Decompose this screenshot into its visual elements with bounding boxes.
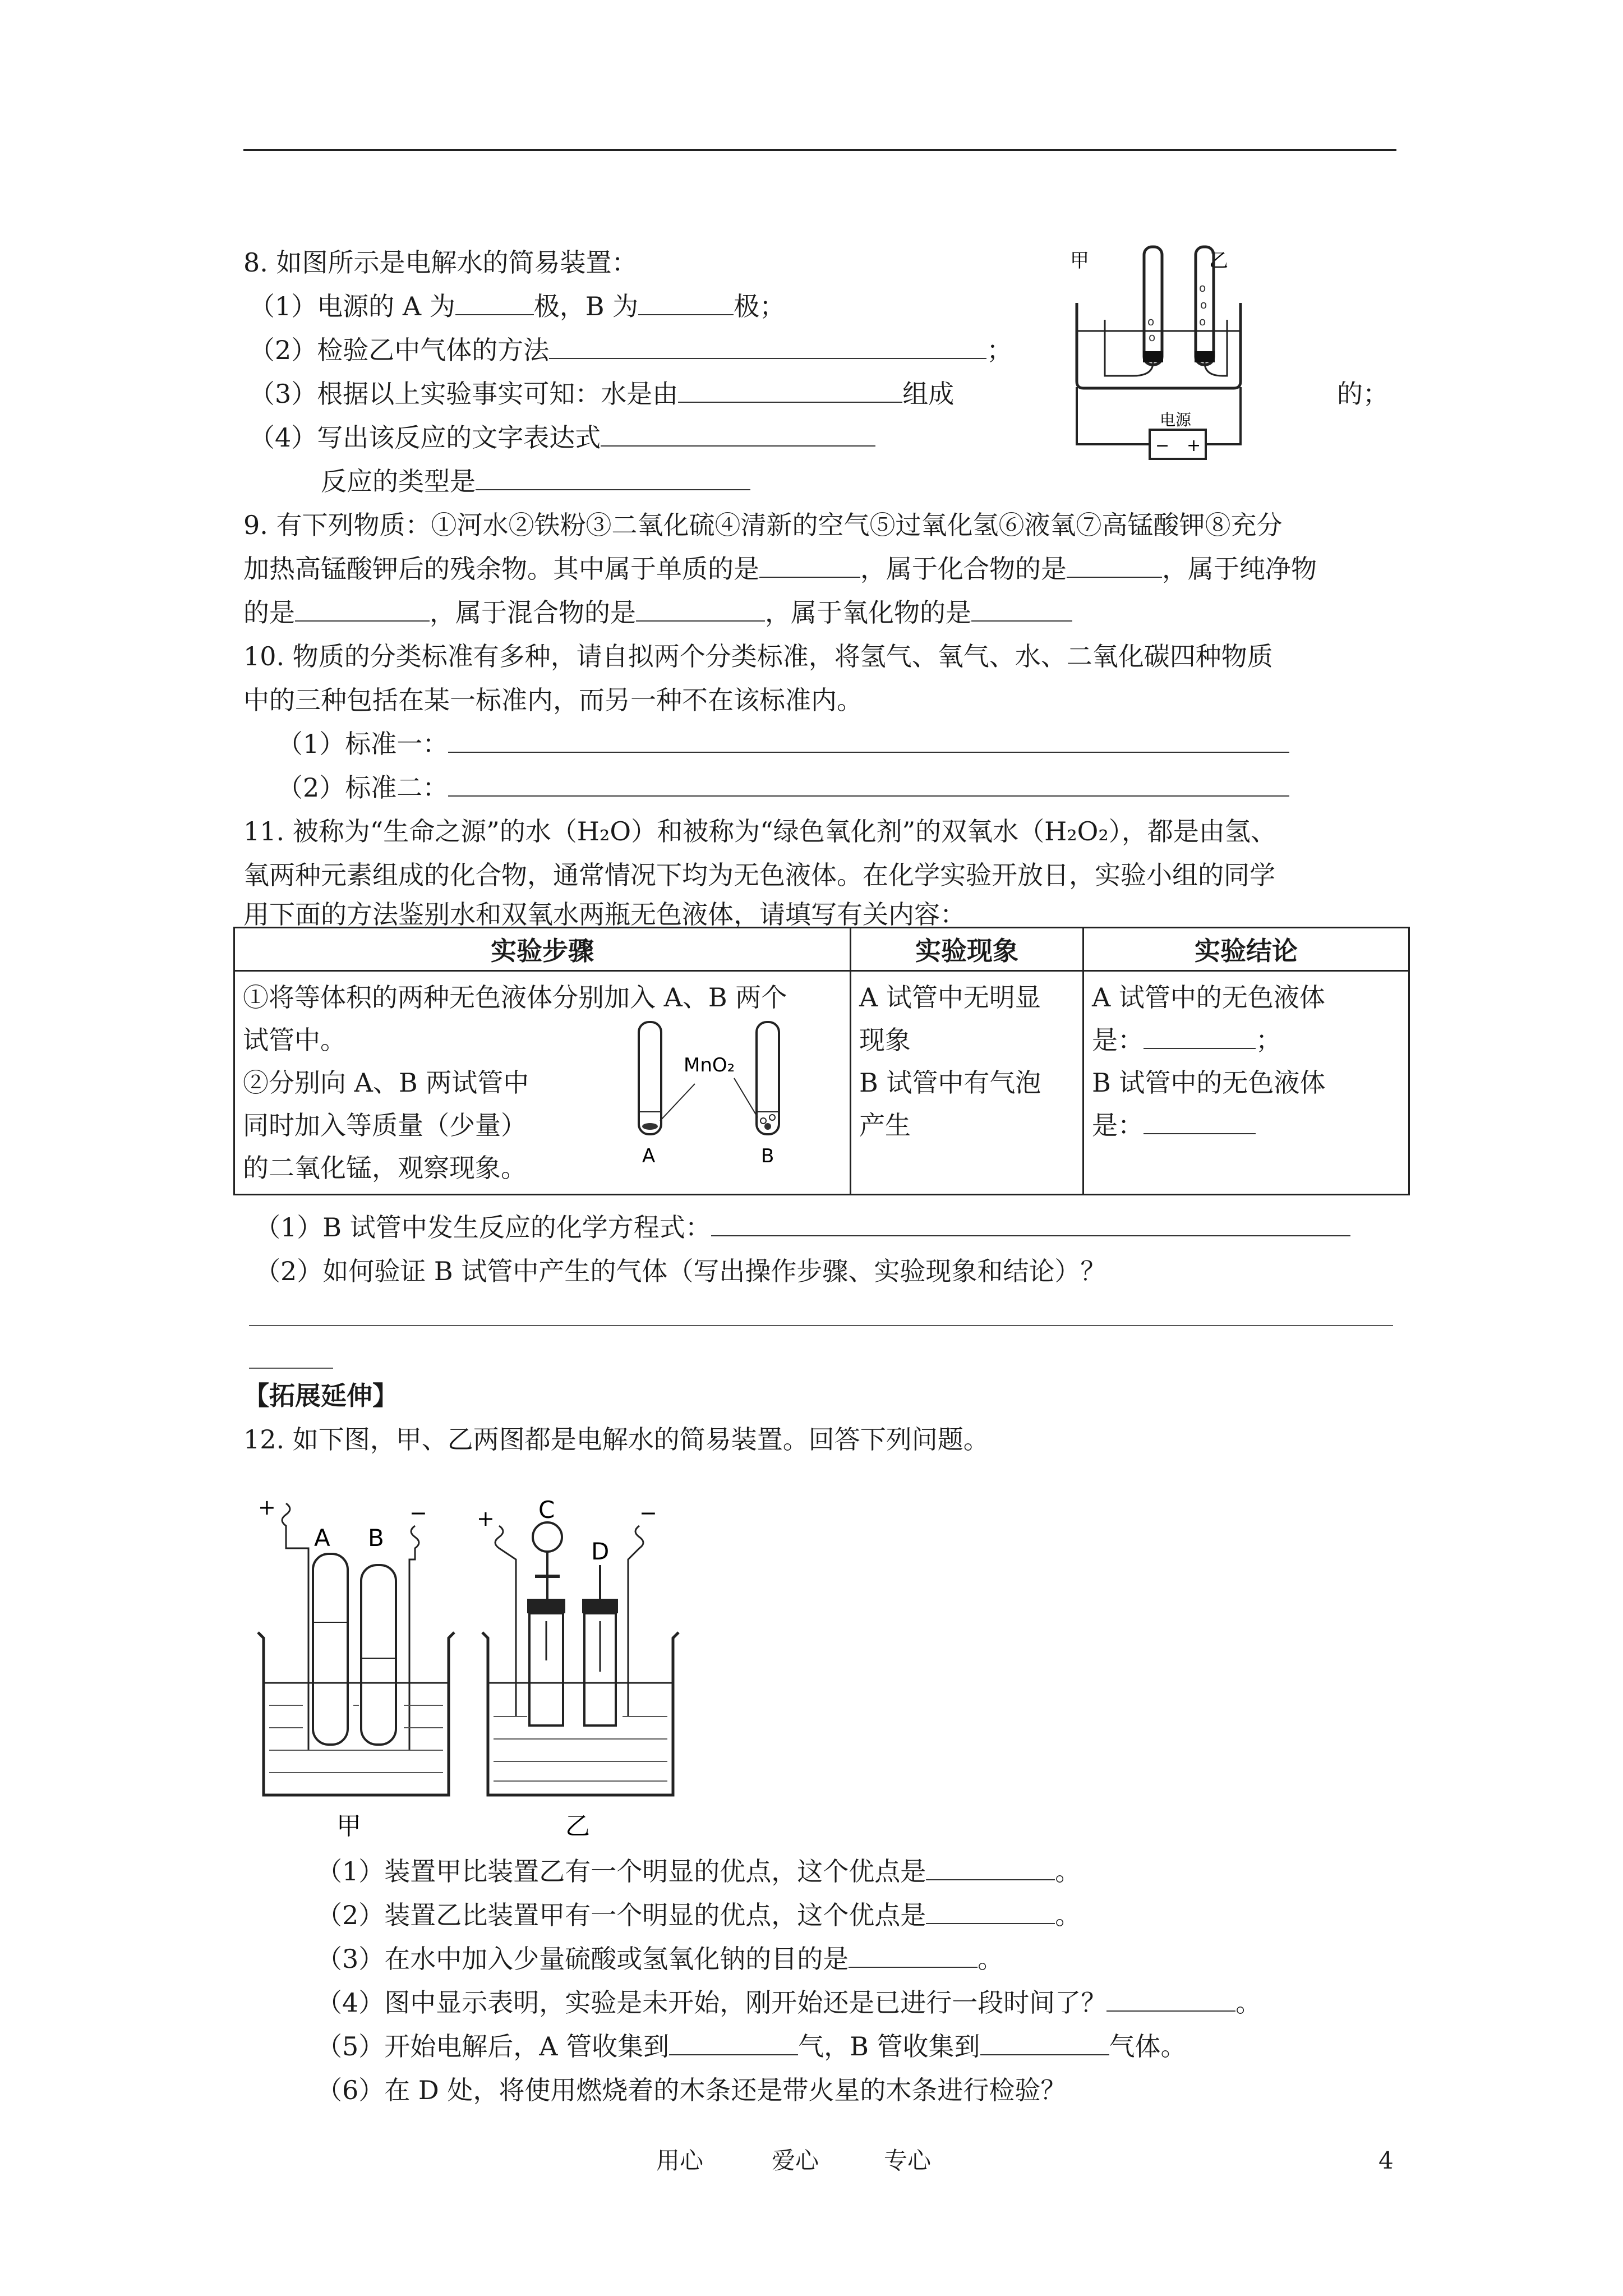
- q8-part3-end: 的；: [1337, 379, 1389, 409]
- section-extension-heading: 【拓展延伸】: [243, 1381, 398, 1411]
- electrolysis-figures-jia-yi: [247, 1492, 695, 1840]
- q12-blank-5a[interactable]: [669, 2032, 798, 2055]
- experiment-table: [233, 927, 1410, 1195]
- jia-minus-sign: −: [409, 1501, 427, 1525]
- q9-blank-oxide[interactable]: [971, 598, 1072, 622]
- q10-line1: 10. 物质的分类标准有多种，请自拟两个分类标准，将氢气、氧气、水、二氧化碳四种物质: [243, 641, 1273, 671]
- conclusion-blank-a[interactable]: [1144, 1025, 1256, 1049]
- footer-motto-3: 专心: [884, 2147, 932, 2174]
- yi-minus-sign: −: [639, 1501, 657, 1525]
- q9-line2: 加热高锰酸钾后的残余物。其中属于单质的是 ，属于化合物的是 ，属于纯净物: [243, 554, 1317, 584]
- figure-label-yi: 乙: [565, 1812, 590, 1840]
- q12-blank-3[interactable]: [849, 1944, 978, 1968]
- q8-blank-b[interactable]: [638, 292, 734, 315]
- q11-blank-equation[interactable]: [711, 1213, 1350, 1236]
- valve-c-label: C: [538, 1496, 555, 1524]
- electrolysis-apparatus-figure: [1066, 241, 1251, 477]
- q12-sub5: （5）开始电解后，A 管收集到 气，B 管收集到 气体。: [316, 2031, 1187, 2062]
- q11-answer-line-short[interactable]: [249, 1368, 333, 1369]
- jia-tube-a: [313, 1554, 348, 1745]
- tube-b-label: B: [368, 1524, 384, 1552]
- q10-blank-standard2[interactable]: [448, 773, 1289, 797]
- q8-blank-expression[interactable]: [601, 423, 875, 447]
- table-header-row: [234, 928, 1409, 971]
- q9-blank-mixture[interactable]: [636, 598, 765, 622]
- q10-standard1: （1）标准一：: [277, 727, 1289, 761]
- header-phenomenon: 实验现象: [851, 928, 1083, 971]
- yi-beaker: [482, 1632, 679, 1795]
- page-number: 4: [1378, 2147, 1394, 2174]
- jia-beaker: [258, 1632, 454, 1795]
- header-step: 实验步骤: [234, 928, 851, 971]
- q11-sub1: （1）B 试管中发生反应的化学方程式：: [255, 1211, 1350, 1244]
- cell-conclusion: A 试管中的无色液体 是： ； B 试管中的无色液体 是：: [1083, 971, 1409, 1195]
- q9-line3: 的是 ，属于混合物的是 ，属于氧化物的是: [243, 596, 1072, 629]
- q12-blank-4[interactable]: [1106, 1988, 1235, 2012]
- q8-blank-type[interactable]: [476, 467, 750, 490]
- tube-jia: [1144, 247, 1162, 365]
- q12-sub1: （1）装置甲比装置乙有一个明显的优点，这个优点是 。: [316, 1856, 1081, 1887]
- cell-step: ①将等体积的两种无色液体分别加入 A、B 两个 试管中。 ②分别向 A、B 两试管中 同时加入等质量（少量） 的二氧化锰，观察现象。 MnO₂ A B: [234, 971, 851, 1195]
- header-conclusion: 实验结论: [1083, 928, 1409, 971]
- q8-part1: （1）电源的 A 为 极，B 为 极；: [249, 291, 786, 321]
- q11-line3: 用下面的方法鉴别水和双氧水两瓶无色液体，请填写有关内容：: [243, 899, 966, 930]
- q8-part4: （4）写出该反应的文字表达式: [249, 421, 875, 454]
- svg-text:o: o: [1149, 330, 1156, 344]
- q9-blank-element[interactable]: [759, 554, 860, 578]
- q12-blank-5b[interactable]: [980, 2032, 1109, 2055]
- cell-phenomenon: A 试管中无明显 现象 B 试管中有气泡 产生: [851, 971, 1083, 1195]
- q11-line2: 氧两种元素组成的化合物，通常情况下均为无色液体。在化学实验开放日，实验小组的同学: [243, 860, 1275, 890]
- footer-motto-1: 用心: [656, 2147, 704, 2174]
- q8-title: 8. 如图所示是电解水的简易装置：: [243, 247, 638, 278]
- q12-sub3: （3）在水中加入少量硫酸或氢氧化钠的目的是 。: [316, 1944, 1004, 1974]
- figure-label-jia: 甲: [336, 1812, 361, 1840]
- q12-sub4: （4）图中显示表明，实验是未开始，刚开始还是已进行一段时间了？ 。: [316, 1987, 1262, 2018]
- fig-label-yi: 乙: [1209, 250, 1228, 272]
- q12-blank-2[interactable]: [926, 1901, 1055, 1924]
- valve-d-label: D: [591, 1538, 610, 1565]
- q10-standard2: （2）标准二：: [277, 771, 1289, 804]
- q12-blank-1[interactable]: [926, 1857, 1055, 1880]
- tube-a-label: A: [314, 1524, 330, 1552]
- q8-part3: （3）根据以上实验事实可知：水是由 组成: [249, 379, 955, 409]
- q9-blank-pure[interactable]: [295, 598, 430, 622]
- q11-line1: 11. 被称为“生命之源”的水（H₂O）和被称为“绿色氧化剂”的双氧水（H₂O₂），都是由氢、: [243, 816, 1276, 846]
- plus-sign: +: [1187, 436, 1201, 455]
- table-row: [234, 971, 1409, 1195]
- svg-text:o: o: [1199, 315, 1206, 328]
- funnel-bulb: [533, 1522, 562, 1552]
- svg-text:o: o: [1199, 281, 1206, 295]
- svg-text:o: o: [1200, 298, 1207, 311]
- q11-answer-line[interactable]: [249, 1325, 1393, 1326]
- q9-line1: 9. 有下列物质：①河水②铁粉③二氧化硫④清新的空气⑤过氧化氢⑥液氧⑦高锰酸钾⑧充分: [243, 510, 1283, 540]
- yi-plus-sign: +: [477, 1506, 495, 1531]
- tube-a: [639, 1022, 661, 1134]
- jia-plus-sign: +: [258, 1495, 276, 1520]
- power-label: 电源: [1160, 411, 1192, 429]
- minus-sign: −: [1155, 436, 1170, 455]
- tube-b-label: B: [761, 1145, 774, 1167]
- q10-blank-standard1[interactable]: [448, 729, 1289, 753]
- q8-blank-composition[interactable]: [678, 379, 902, 403]
- svg-text:o: o: [1147, 315, 1155, 328]
- q8-blank-method[interactable]: [549, 335, 986, 359]
- footer-motto-2: 爱心: [772, 2147, 819, 2174]
- q12-title: 12. 如下图，甲、乙两图都是电解水的简易装置。回答下列问题。: [243, 1424, 989, 1455]
- q8-blank-a[interactable]: [455, 292, 534, 315]
- q12-sub6: （6）在 D 处，将使用燃烧着的木条还是带火星的木条进行检验？: [316, 2075, 1067, 2105]
- q8-part4-type: 反应的类型是: [321, 464, 750, 498]
- q11-sub2: （2）如何验证 B 试管中产生的气体（写出操作步骤、实验现象和结论）？: [255, 1256, 1106, 1286]
- q8-part2: （2）检验乙中气体的方法 ；: [249, 335, 1013, 365]
- mno2-label: MnO₂: [684, 1054, 735, 1076]
- tube-a-label: A: [642, 1145, 656, 1167]
- q9-blank-compound[interactable]: [1067, 554, 1162, 578]
- q12-sub2: （2）装置乙比装置甲有一个明显的优点，这个优点是 。: [316, 1900, 1081, 1930]
- header-rule: [243, 149, 1396, 151]
- jia-tube-b: [361, 1565, 396, 1745]
- fig-label-jia: 甲: [1070, 250, 1089, 272]
- q10-line2: 中的三种包括在某一标准内，而另一种不在该标准内。: [243, 685, 863, 715]
- conclusion-blank-b[interactable]: [1144, 1111, 1256, 1134]
- test-tubes-figure: [605, 1016, 829, 1185]
